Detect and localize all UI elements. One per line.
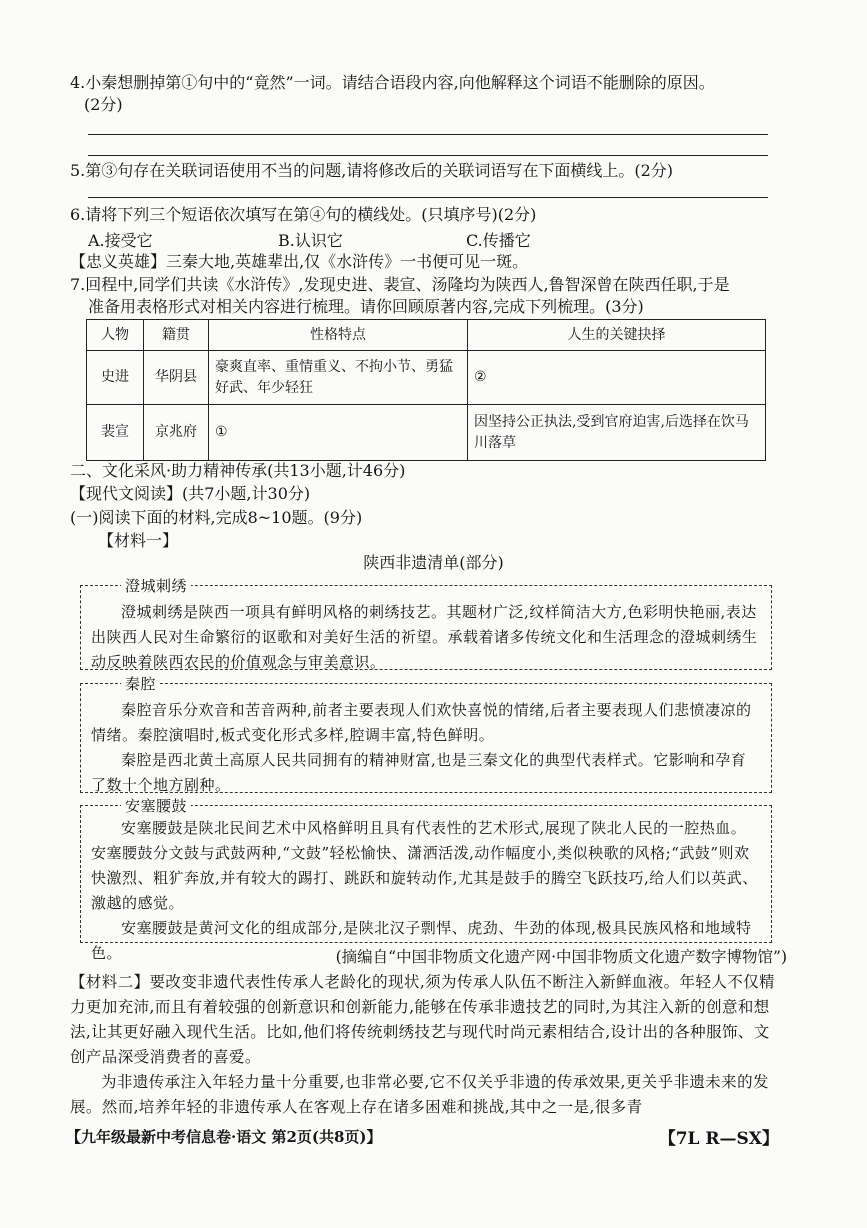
table-cell: 华阴县 — [144, 351, 209, 405]
item-paragraph: 安塞腰鼓是黄河文化的组成部分,是陕北汉子剽悍、虎劲、牛劲的体现,极具民族风格和地域特色。 — [91, 919, 752, 962]
item-title: 澄城刺绣 — [121, 574, 191, 599]
table-header: 籍贯 — [144, 320, 209, 351]
modern-reading-title: 【现代文阅读】(共7小题,计30分) — [70, 484, 311, 503]
page-footer-info: 【九年级最新中考信息卷·语文 第2页(共8页)】 — [66, 1128, 382, 1146]
item-title: 安塞腰鼓 — [121, 794, 191, 819]
table-cell: 裴宣 — [87, 405, 144, 461]
table-cell: 因坚持公正执法,受到官府迫害,后选择在饮马川落草 — [468, 405, 766, 461]
question-4-score: (2分) — [84, 95, 123, 114]
question-4 — [70, 72, 715, 116]
table-row — [87, 405, 766, 461]
table-header: 人生的关键抉择 — [468, 320, 766, 351]
question-7-line2: 准备用表格形式对相关内容进行梳理。请你回顾原著内容,完成下列梳理。(3分) — [88, 297, 644, 316]
heritage-item-embroidery — [80, 577, 772, 671]
table-cell: 豪爽直率、重情重义、不拘小节、勇猛好武、年少轻狂 — [209, 351, 468, 405]
table-header-row — [87, 320, 766, 351]
item-title: 秦腔 — [121, 672, 160, 697]
list-title: 陕西非遗清单(部分) — [363, 553, 504, 572]
source-citation: (摘编自“中国非物质文化遗产网·中国非物质文化遗产数字博物馆”) — [335, 948, 787, 966]
option-b: B.认识它 — [278, 231, 343, 250]
table-cell: 京兆府 — [144, 405, 209, 461]
item-paragraph: 澄城刺绣是陕西一项具有鲜明风格的刺绣技艺。其题材广泛,纹样简洁大方,色彩明快艳丽,表达出陕西人民对生命繁衍的讴歌和对美好生活的祈望。承载着诸多传统文化和生活理念的澄城刺绣生动反映着陕西农民的价值观念与审美意识。 — [91, 603, 758, 671]
item-paragraph: 安塞腰鼓是陕北民间艺术中风格鲜明且具有代表性的艺术形式,展现了陕北人民的一腔热血。安塞腰鼓分文鼓与武鼓两种,“文鼓”轻松愉快、潇洒活泼,动作幅度小,类似秧歌的风格;“武鼓”则欢快激烈、粗犷奔放,并有较大的踢打、跳跃和旋转动作,尤其是鼓手的腾空飞跃技巧,给人们以英武、激越的感觉。 — [91, 819, 758, 912]
option-c: C.传播它 — [466, 231, 531, 250]
table-cell: 史进 — [87, 351, 144, 405]
character-table — [86, 319, 766, 461]
answer-line-4a[interactable] — [88, 134, 768, 135]
material-two-label: 【材料二】 — [70, 973, 150, 991]
question-4-text: 4.小秦想删掉第①句中的“竟然”一词。请结合语段内容,向他解释这个词语不能删除的原因。 — [70, 73, 715, 92]
answer-cell-2[interactable]: ② — [468, 351, 766, 405]
loyal-heroes-intro: 【忠义英雄】三秦大地,英雄辈出,仅《水浒传》一书便可见一斑。 — [70, 252, 529, 271]
material-two — [70, 970, 776, 1120]
table-row — [87, 351, 766, 405]
item-paragraph: 秦腔音乐分欢音和苦音两种,前者主要表现人们欢快喜悦的情绪,后者主要表现人们悲愤凄凉的情绪。秦腔演唱时,板式变化形式多样,腔调丰富,特色鲜明。 — [91, 701, 752, 744]
question-6-text: 6.请将下列三个短语依次填写在第④句的横线处。(只填序号)(2分) — [70, 205, 537, 224]
item-paragraph: 秦腔是西北黄土高原人民共同拥有的精神财富,也是三秦文化的典型代表样式。它影响和孕育了数十个地方剧种。 — [91, 751, 747, 794]
material-two-paragraph-1: 要改变非遗代表性传承人老龄化的现状,须为传承人队伍不断注入新鲜血液。年轻人不仅精力更加充沛,而且有着较强的创新意识和创新能力,能够在传承非遗技艺的同时,为其注入新的创意和想法,让其更好融入现代生活。比如,他们将传统刺绣技艺与现代时尚元素相结合,设计出的各种服饰、文创产品深受消费者的喜爱。 — [70, 973, 775, 1066]
answer-line-5[interactable] — [88, 197, 768, 198]
question-7-line1: 7.回程中,同学们共读《水浒传》,发现史进、裴宣、汤隆均为陕西人,鲁智深曾在陕西任职,于是 — [70, 275, 730, 294]
question-5-text: 5.第③句存在关联词语使用不当的问题,请将修改后的关联词语写在下面横线上。(2分) — [70, 161, 674, 180]
material-two-paragraph-2: 为非遗传承注入年轻力量十分重要,也非常必要,它不仅关乎非遗的传承效果,更关乎非遗未来的发展。然而,培养年轻的非遗传承人在客观上存在诸多困难和挑战,其中之一是,很多青 — [70, 1073, 769, 1116]
answer-cell-1[interactable]: ① — [209, 405, 468, 461]
material-one-label: 【材料一】 — [98, 531, 179, 550]
page-footer-code: 【7L R—SX】 — [658, 1129, 779, 1149]
heritage-item-qinqiang — [80, 675, 772, 794]
section-two-title: 二、文化采风·助力精神传承(共13小题,计46分) — [70, 461, 406, 480]
option-a: A.接受它 — [88, 231, 153, 250]
table-header: 性格特点 — [209, 320, 468, 351]
answer-line-4b[interactable] — [88, 155, 768, 156]
reading-one-instruction: (一)阅读下面的材料,完成8~10题。(9分) — [70, 508, 363, 527]
table-header: 人物 — [87, 320, 144, 351]
